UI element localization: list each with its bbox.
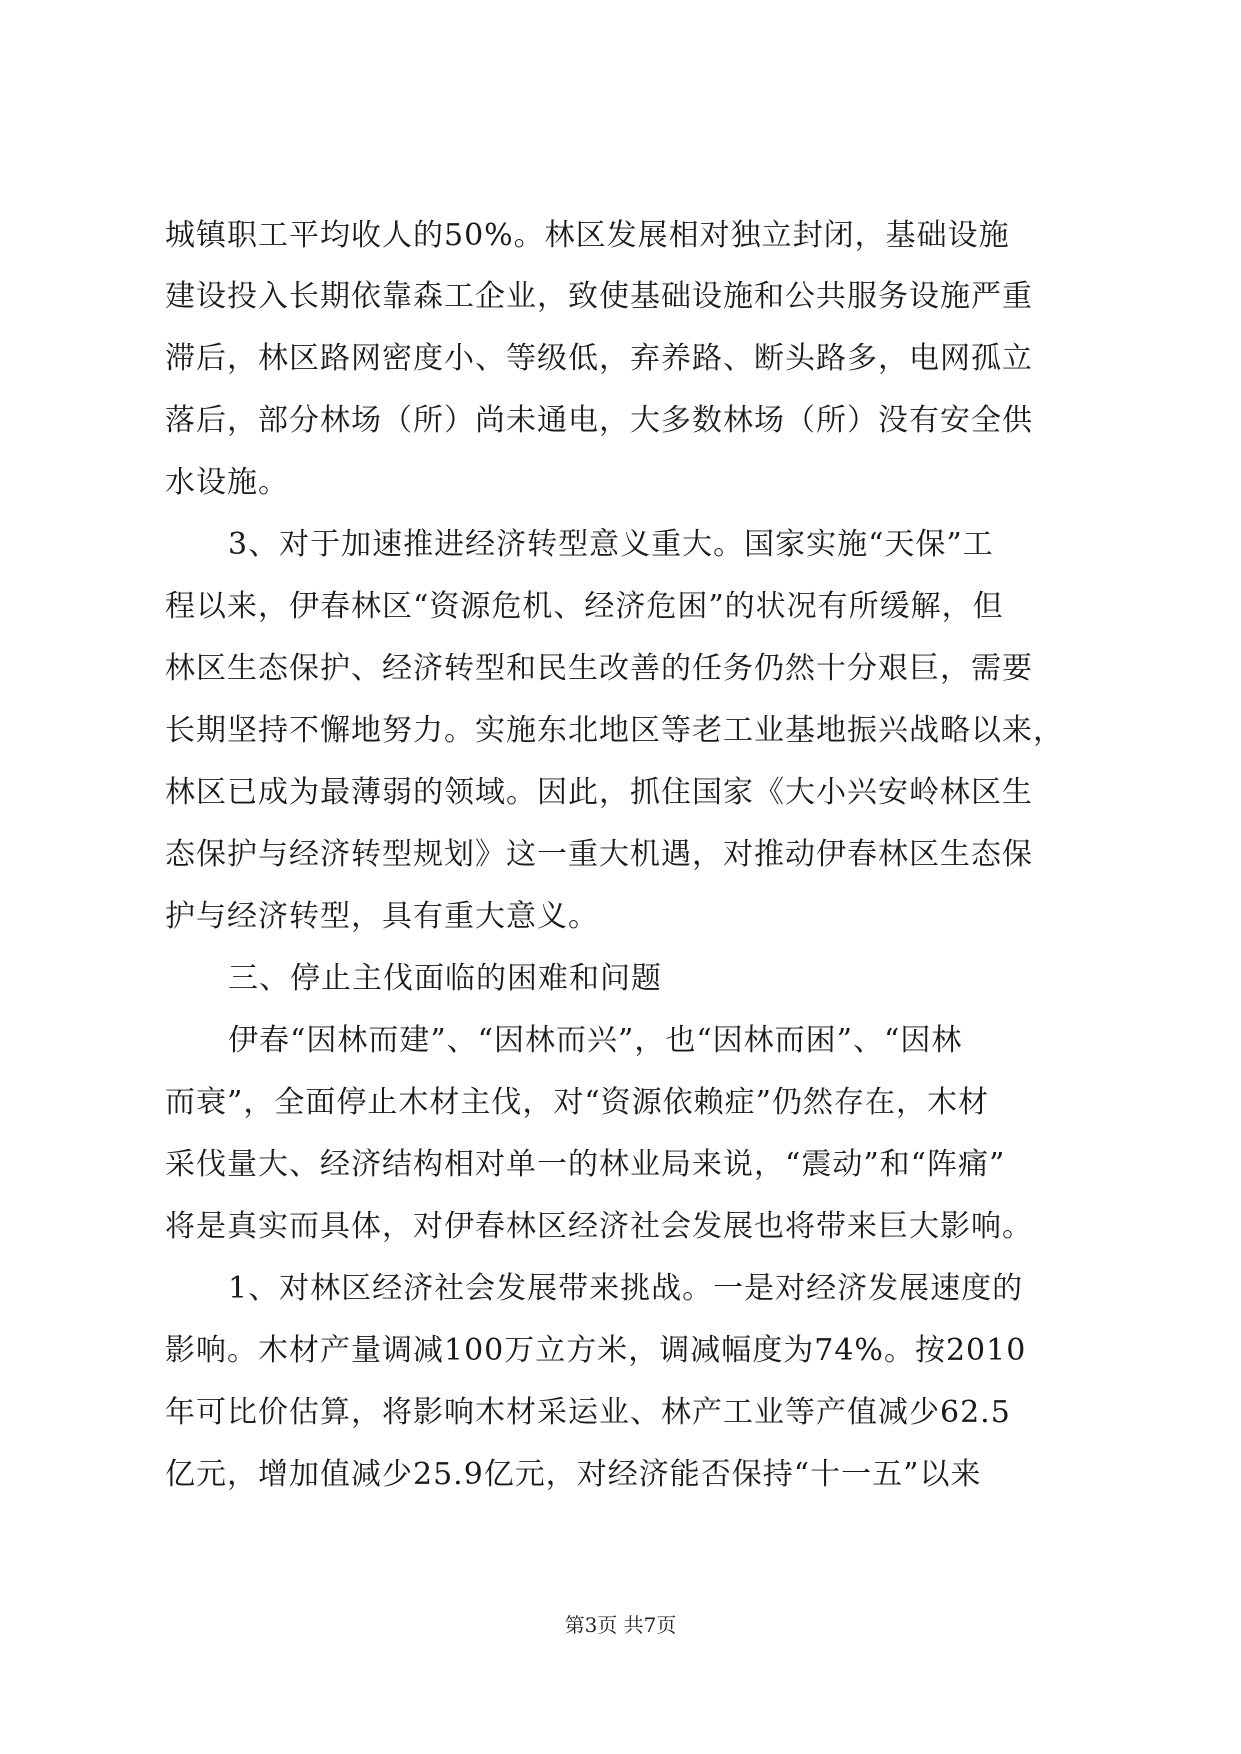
text-line: 建设投入长期依靠森工企业，致使基础设施和公共服务设施严重 <box>165 279 1033 314</box>
text-line: 亿元，增加值减少25.9亿元，对经济能否保持“十一五”以来 <box>165 1457 982 1492</box>
text-line: 年可比价估算，将影响木材采运业、林产工业等产值减少62.5 <box>165 1395 1011 1430</box>
text-line: 3、对于加速推进经济转型意义重大。国家实施“天保”工 <box>228 527 994 562</box>
text-line: 将是真实而具体，对伊春林区经济社会发展也将带来巨大影响。 <box>165 1209 1033 1244</box>
text-line: 长期坚持不懈地努力。实施东北地区等老工业基地振兴战略以来， <box>165 713 1064 748</box>
text-line: 1、对林区经济社会发展带来挑战。一是对经济发展速度的 <box>228 1271 1024 1306</box>
text-line: 落后，部分林场（所）尚未通电，大多数林场（所）没有安全供 <box>165 403 1033 438</box>
page-footer: 第3页 共7页 <box>564 1613 677 1637</box>
text-line: 城镇职工平均收人的50%。林区发展相对独立封闭，基础设施 <box>165 218 1010 253</box>
text-line: 水设施。 <box>165 465 289 500</box>
text-line: 态保护与经济转型规划》这一重大机遇，对推动伊春林区生态保 <box>165 837 1033 872</box>
text-line: 影响。木材产量调减100万立方米，调减幅度为74%。按2010 <box>165 1333 1027 1368</box>
text-line: 滞后，林区路网密度小、等级低，弃养路、断头路多，电网孤立 <box>165 341 1033 376</box>
text-line: 采伐量大、经济结构相对单一的林业局来说，“震动”和“阵痛” <box>165 1147 1006 1182</box>
text-line: 林区已成为最薄弱的领域。因此，抓住国家《大小兴安岭林区生 <box>165 775 1033 810</box>
section-heading: 三、停止主伐面临的困难和问题 <box>228 961 662 996</box>
text-line: 林区生态保护、经济转型和民生改善的任务仍然十分艰巨，需要 <box>165 651 1033 686</box>
text-line: 伊春“因林而建”、“因林而兴”，也“因林而困”、“因林 <box>228 1023 963 1058</box>
text-line: 而衰”，全面停止木材主伐，对“资源依赖症”仍然存在，木材 <box>165 1085 990 1120</box>
text-line: 护与经济转型，具有重大意义。 <box>165 899 599 934</box>
text-line: 程以来，伊春林区“资源危机、经济危困”的状况有所缓解，但 <box>165 589 1004 624</box>
